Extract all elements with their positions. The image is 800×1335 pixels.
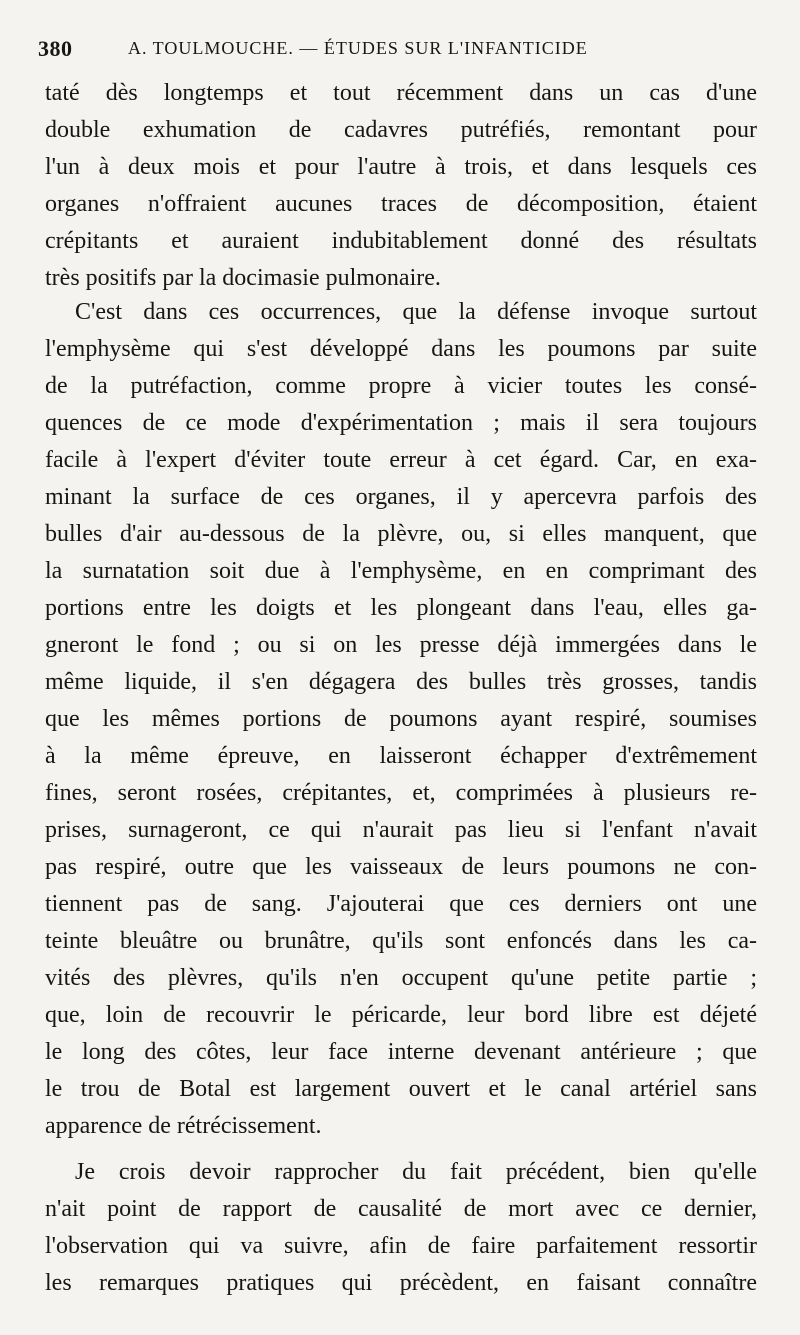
text-line: bulles d'air au-dessous de la plèvre, ou, si elles manquent, que — [45, 521, 757, 547]
text-line: que les mêmes portions de poumons ayant respiré, soumises — [45, 706, 757, 732]
text-line: même liquide, il s'en dégagera des bulles très grosses, tandis — [45, 669, 757, 695]
text-line: pas respiré, outre que les vaisseaux de leurs poumons ne con- — [45, 854, 757, 880]
text-line: n'ait point de rapport de causalité de mort avec ce dernier, — [45, 1196, 757, 1222]
text-line: l'emphysème qui s'est développé dans les poumons par suite — [45, 336, 757, 362]
text-line: apparence de rétrécissement. — [45, 1113, 322, 1139]
text-line: tiennent pas de sang. J'ajouterai que ces derniers ont une — [45, 891, 757, 917]
running-header — [38, 30, 763, 64]
text-line: facile à l'expert d'éviter toute erreur à cet égard. Car, en exa- — [45, 447, 757, 473]
page-number: 380 — [38, 36, 73, 61]
text-line: que, loin de recouvrir le péricarde, leur bord libre est déjeté — [45, 1002, 757, 1028]
text-line: double exhumation de cadavres putréfiés, remontant pour — [45, 117, 757, 143]
text-line: C'est dans ces occurrences, que la défense invoque surtout — [75, 299, 757, 325]
text-line: très positifs par la docimasie pulmonaire. — [45, 265, 441, 291]
text-line: le long des côtes, leur face interne devenant antérieure ; que — [45, 1039, 757, 1065]
text-line: Je crois devoir rapprocher du fait précédent, bien qu'elle — [75, 1159, 757, 1185]
text-line: taté dès longtemps et tout récemment dans un cas d'une — [45, 80, 757, 106]
text-line: l'un à deux mois et pour l'autre à trois, et dans lesquels ces — [45, 154, 757, 180]
running-title: A. TOULMOUCHE. — ÉTUDES SUR L'INFANTICIDE — [128, 38, 588, 58]
text-line: prises, surnageront, ce qui n'aurait pas lieu si l'enfant n'avait — [45, 817, 757, 843]
text-line: à la même épreuve, en laisseront échapper d'extrêmement — [45, 743, 757, 769]
text-line: portions entre les doigts et les plongeant dans l'eau, elles ga- — [45, 595, 757, 621]
paragraph-1 — [45, 75, 757, 297]
text-line: vités des plèvres, qu'ils n'en occupent qu'une petite partie ; — [45, 965, 757, 991]
text-line: de la putréfaction, comme propre à vicier toutes les consé- — [45, 373, 757, 399]
paragraph-2 — [45, 294, 757, 1145]
text-line: minant la surface de ces organes, il y apercevra parfois des — [45, 484, 757, 510]
text-line: le trou de Botal est largement ouvert et le canal artériel sans — [45, 1076, 757, 1102]
text-line: crépitants et auraient indubitablement donné des résultats — [45, 228, 757, 254]
text-line: organes n'offraient aucunes traces de décomposition, étaient — [45, 191, 757, 217]
text-line: gneront le fond ; ou si on les presse déjà immergées dans le — [45, 632, 757, 658]
text-line: fines, seront rosées, crépitantes, et, comprimées à plusieurs re- — [45, 780, 757, 806]
text-line: l'observation qui va suivre, afin de faire parfaitement ressortir — [45, 1233, 757, 1259]
text-line: quences de ce mode d'expérimentation ; mais il sera toujours — [45, 410, 757, 436]
text-line: la surnatation soit due à l'emphysème, en en comprimant des — [45, 558, 757, 584]
paragraph-3 — [45, 1154, 757, 1302]
text-line: les remarques pratiques qui précèdent, en faisant connaître — [45, 1270, 757, 1296]
text-line: teinte bleuâtre ou brunâtre, qu'ils sont enfoncés dans les ca- — [45, 928, 757, 954]
